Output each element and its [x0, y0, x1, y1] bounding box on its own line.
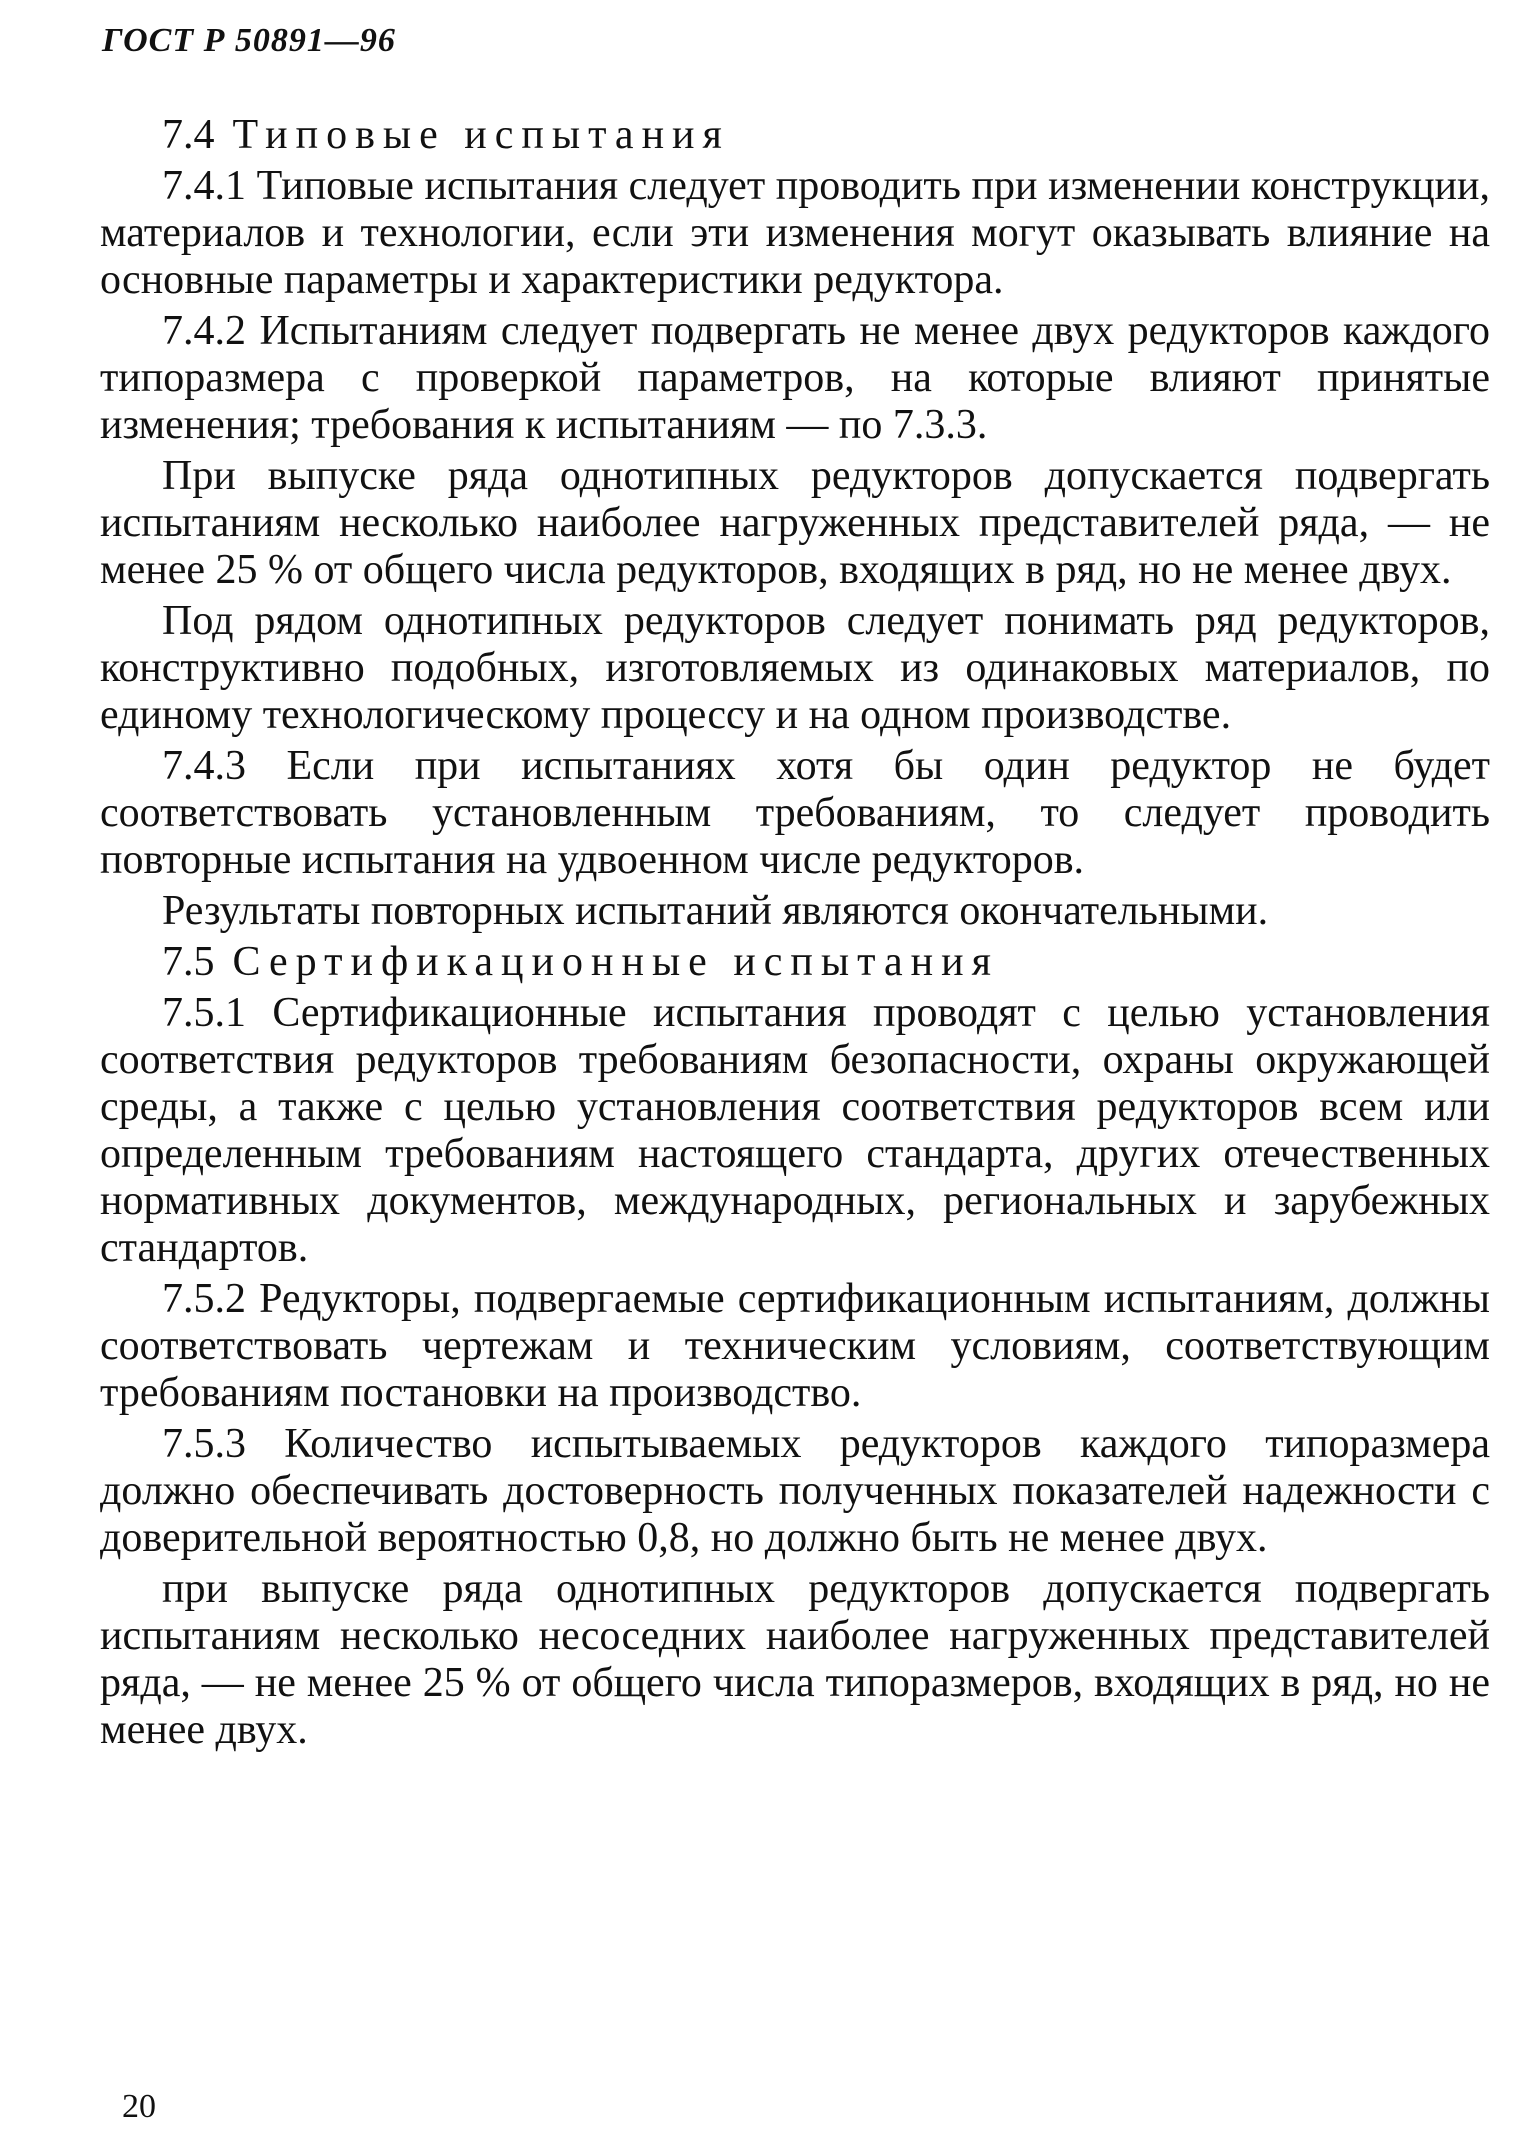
paragraph-7-4-2: 7.4.2 Испытаниям следует подвергать не менее двух редукторов каждого типоразмера с проверкой параметров, на которые влияют принятые изменения; требования к испытаниям — по 7.3.3. [100, 308, 1490, 448]
section-heading-7-5 [100, 939, 1490, 986]
paragraph-7-5-1: 7.5.1 Сертификационные испытания проводят с целью установления соответствия редукторов требованиям безопасности, охраны окружающей среды, а также с целью установления соответствия редукторов всем или определенным требованиям настоящего стандарта, других отечественных нормативных документов, международных, региональных и зарубежных стандартов. [100, 990, 1490, 1271]
section-number: 7.4 [162, 112, 215, 158]
standard-header: ГОСТ Р 50891—96 [102, 22, 396, 59]
paragraph-repeat-results: Результаты повторных испытаний являются окончательными. [162, 888, 1269, 934]
paragraph-series-definition: Под рядом однотипных редукторов следует понимать ряд редукторов, конструктивно подобных, изготовляемых из одинаковых материалов, по единому технологическому процессу и на одном производстве. [100, 598, 1490, 738]
page-number: 20 [122, 2088, 156, 2125]
paragraph-series-release: При выпуске ряда однотипных редукторов допускается подвергать испытаниям несколько наиболее нагруженных представителей ряда, — не менее 25 % от общего числа редукторов, входящих в ряд, но не менее двух. [100, 453, 1490, 593]
paragraph-7-5-2: 7.5.2 Редукторы, подвергаемые сертификационным испытаниям, должны соответствовать чертежам и техническим условиям, соответствующим требованиям постановки на производство. [100, 1276, 1490, 1416]
paragraph-7-4-1: 7.4.1 Типовые испытания следует проводить при изменении конструкции, материалов и технологии, если эти изменения могут оказывать влияние на основные параметры и характеристики редуктора. [100, 163, 1490, 303]
section-number: 7.5 [162, 939, 215, 985]
paragraph-series-certification: при выпуске ряда однотипных редукторов допускается подвергать испытаниям несколько несоседних наиболее нагруженных представителей ряда, — не менее 25 % от общего числа типоразмеров, входящих в ряд, но не менее двух. [100, 1566, 1490, 1753]
paragraph-7-4-3: 7.4.3 Если при испытаниях хотя бы один редуктор не будет соответствовать установленным требованиям, то следует проводить повторные испытания на удвоенном числе редукторов. [100, 743, 1490, 883]
section-heading-7-4 [100, 112, 1490, 159]
section-title: Сертификационные испытания [232, 939, 999, 985]
section-title: Типовые испытания [232, 112, 730, 158]
paragraph-7-5-3: 7.5.3 Количество испытываемых редукторов каждого типоразмера должно обеспечивать достоверность полученных показателей надежности с доверительной вероятностью 0,8, но должно быть не менее двух. [100, 1421, 1490, 1561]
document-body [100, 112, 1490, 1754]
